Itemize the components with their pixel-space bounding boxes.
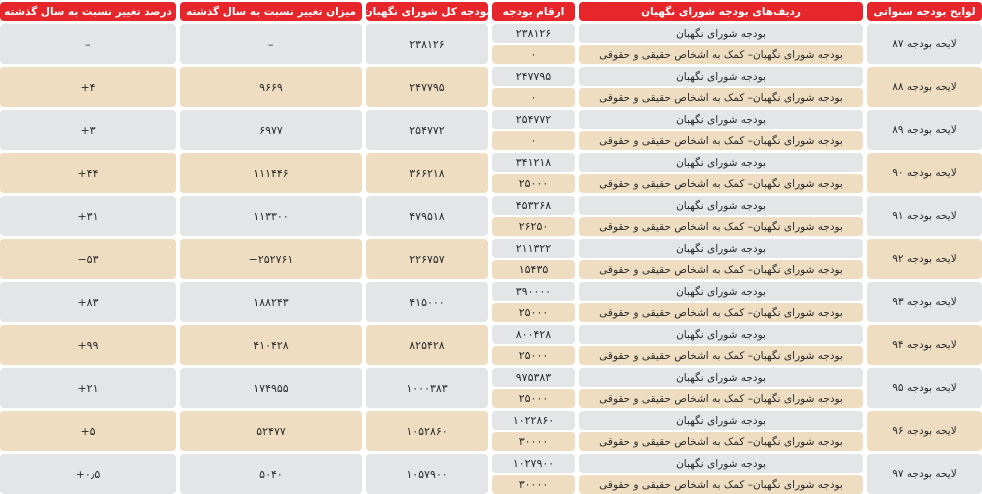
column-budget-bills — [867, 2, 982, 494]
budget-line-aid: بودجه شورای نگهبان– کمک به اشخاص حقیقی و حقوقی — [579, 88, 863, 107]
total-budget-cells — [366, 24, 488, 494]
change-cell-88: ۹۶۶۹ — [180, 67, 362, 107]
percent-cell-96: +۵ — [0, 411, 176, 451]
budget-line-aid: بودجه شورای نگهبان– کمک به اشخاص حقیقی و حقوقی — [579, 432, 863, 451]
header-percent-change: درصد تغییر نسبت به سال گذشته — [0, 2, 176, 21]
header-total-budget: بودجه کل شورای نگهبان — [366, 2, 488, 21]
budget-rows-block-87 — [579, 24, 863, 64]
column-change-amount — [180, 2, 362, 494]
figure-aid-cell: ۲۵۰۰۰ — [492, 174, 575, 193]
figure-aid-cell: ۳۰۰۰۰ — [492, 475, 575, 494]
bill-year-cell-87: لایحه بودجه ۸۷ — [867, 24, 982, 64]
budget-line-main: بودجه شورای نگهبان — [579, 110, 863, 129]
figure-main-cell: ۲۳۸۱۲۶ — [492, 24, 575, 43]
header-budget-bills: لوایح بودجه سنواتی — [867, 2, 982, 21]
budget-line-aid: بودجه شورای نگهبان– کمک به اشخاص حقیقی و حقوقی — [579, 389, 863, 408]
budget-line-main: بودجه شورای نگهبان — [579, 153, 863, 172]
total-cell-90: ۳۶۶۲۱۸ — [366, 153, 488, 193]
figure-main-cell: ۴۵۳۲۶۸ — [492, 196, 575, 215]
total-cell-93: ۴۱۵۰۰۰ — [366, 282, 488, 322]
bill-year-cell-92: لایحه بودجه ۹۲ — [867, 239, 982, 279]
bill-year-cell-97: لایحه بودجه ۹۷ — [867, 454, 982, 494]
budget-figures-cells — [492, 24, 575, 494]
column-budget-figures — [492, 2, 575, 494]
figure-main-cell: ۲۵۴۷۷۲ — [492, 110, 575, 129]
figure-main-cell: ۱۰۲۲۸۶۰ — [492, 411, 575, 430]
percent-cell-88: +۴ — [0, 67, 176, 107]
budget-line-main: بودجه شورای نگهبان — [579, 67, 863, 86]
budget-rows-cells — [579, 24, 863, 494]
figure-main-cell: ۱۰۲۷۹۰۰ — [492, 454, 575, 473]
total-cell-87: ۲۳۸۱۲۶ — [366, 24, 488, 64]
column-total-budget — [363, 2, 491, 494]
change-cell-92: −۲۵۲۷۶۱ — [180, 239, 362, 279]
budget-line-main: بودجه شورای نگهبان — [579, 239, 863, 258]
change-cell-96: ۵۲۴۷۷ — [180, 411, 362, 451]
budget-line-main: بودجه شورای نگهبان — [579, 325, 863, 344]
figure-aid-cell: ۱۵۴۳۵ — [492, 260, 575, 279]
figures-block-96 — [492, 411, 575, 451]
total-cell-91: ۴۷۹۵۱۸ — [366, 196, 488, 236]
budget-line-aid: بودجه شورای نگهبان– کمک به اشخاص حقیقی و حقوقی — [579, 475, 863, 494]
figure-aid-cell: ۳۰۰۰۰ — [492, 432, 575, 451]
percent-change-cells — [0, 24, 176, 494]
budget-line-aid: بودجه شورای نگهبان– کمک به اشخاص حقیقی و حقوقی — [579, 217, 863, 236]
percent-cell-93: +۸۳ — [0, 282, 176, 322]
figure-main-cell: ۹۷۵۳۸۳ — [492, 368, 575, 387]
budget-rows-block-89 — [579, 110, 863, 150]
figure-main-cell: ۳۴۱۲۱۸ — [492, 153, 575, 172]
budget-line-main: بودجه شورای نگهبان — [579, 24, 863, 43]
figure-aid-cell: ۲۶۲۵۰ — [492, 217, 575, 236]
budget-line-main: بودجه شورای نگهبان — [579, 454, 863, 473]
figure-main-cell: ۲۱۱۳۲۲ — [492, 239, 575, 258]
budget-rows-block-92 — [579, 239, 863, 279]
percent-cell-97: +۰٫۵ — [0, 454, 176, 494]
figures-block-92 — [492, 239, 575, 279]
figures-block-93 — [492, 282, 575, 322]
total-cell-88: ۲۴۷۷۹۵ — [366, 67, 488, 107]
budget-line-aid: بودجه شورای نگهبان– کمک به اشخاص حقیقی و حقوقی — [579, 303, 863, 322]
budget-line-main: بودجه شورای نگهبان — [579, 368, 863, 387]
change-cell-94: ۴۱۰۴۲۸ — [180, 325, 362, 365]
bill-year-cell-94: لایحه بودجه ۹۴ — [867, 325, 982, 365]
bill-year-cell-88: لایحه بودجه ۸۸ — [867, 67, 982, 107]
budget-rows-block-91 — [579, 196, 863, 236]
figures-block-95 — [492, 368, 575, 408]
percent-cell-92: −۵۳ — [0, 239, 176, 279]
change-cell-97: ۵۰۴۰ — [180, 454, 362, 494]
change-cell-95: ۱۷۴۹۵۵ — [180, 368, 362, 408]
header-change-amount: میزان تغییر نسبت به سال گذشته — [180, 2, 362, 21]
figure-main-cell: ۳۹۰۰۰۰ — [492, 282, 575, 301]
percent-cell-95: +۲۱ — [0, 368, 176, 408]
budget-rows-block-94 — [579, 325, 863, 365]
total-cell-89: ۲۵۴۷۷۲ — [366, 110, 488, 150]
bill-year-cell-93: لایحه بودجه ۹۳ — [867, 282, 982, 322]
budget-bills-cells — [867, 24, 982, 494]
budget-rows-block-96 — [579, 411, 863, 451]
budget-rows-block-93 — [579, 282, 863, 322]
figure-aid-cell: ۲۵۰۰۰ — [492, 303, 575, 322]
figure-main-cell: ۲۴۷۷۹۵ — [492, 67, 575, 86]
figure-aid-cell: ۰ — [492, 88, 575, 107]
budget-line-main: بودجه شورای نگهبان — [579, 282, 863, 301]
column-budget-rows — [579, 2, 863, 494]
budget-line-aid: بودجه شورای نگهبان– کمک به اشخاص حقیقی و حقوقی — [579, 131, 863, 150]
budget-rows-block-95 — [579, 368, 863, 408]
total-cell-94: ۸۲۵۴۲۸ — [366, 325, 488, 365]
change-cell-89: ۶۹۷۷ — [180, 110, 362, 150]
figure-aid-cell: ۲۵۰۰۰ — [492, 346, 575, 365]
total-cell-96: ۱۰۵۲۸۶۰ — [366, 411, 488, 451]
figures-block-91 — [492, 196, 575, 236]
budget-line-aid: بودجه شورای نگهبان– کمک به اشخاص حقیقی و حقوقی — [579, 260, 863, 279]
figures-block-94 — [492, 325, 575, 365]
bill-year-cell-89: لایحه بودجه ۸۹ — [867, 110, 982, 150]
column-percent-change — [0, 2, 176, 494]
percent-cell-90: +۴۴ — [0, 153, 176, 193]
total-cell-92: ۲۲۶۷۵۷ — [366, 239, 488, 279]
figures-block-87 — [492, 24, 575, 64]
figure-aid-cell: ۲۵۰۰۰ — [492, 389, 575, 408]
change-amount-cells — [180, 24, 362, 494]
budget-line-aid: بودجه شورای نگهبان– کمک به اشخاص حقیقی و حقوقی — [579, 346, 863, 365]
budget-line-main: بودجه شورای نگهبان — [579, 196, 863, 215]
budget-rows-block-90 — [579, 153, 863, 193]
budget-line-aid: بودجه شورای نگهبان– کمک به اشخاص حقیقی و حقوقی — [579, 174, 863, 193]
header-budget-figures: ارقام بودجه — [492, 2, 575, 21]
figure-aid-cell: ۰ — [492, 131, 575, 150]
bill-year-cell-96: لایحه بودجه ۹۶ — [867, 411, 982, 451]
budget-line-aid: بودجه شورای نگهبان– کمک به اشخاص حقیقی و حقوقی — [579, 45, 863, 64]
figures-block-89 — [492, 110, 575, 150]
total-cell-97: ۱۰۵۷۹۰۰ — [366, 454, 488, 494]
total-cell-95: ۱۰۰۰۳۸۳ — [366, 368, 488, 408]
figure-main-cell: ۸۰۰۴۲۸ — [492, 325, 575, 344]
change-cell-90: ۱۱۱۴۴۶ — [180, 153, 362, 193]
bill-year-cell-95: لایحه بودجه ۹۵ — [867, 368, 982, 408]
percent-cell-91: +۳۱ — [0, 196, 176, 236]
change-cell-87: – — [180, 24, 362, 64]
figures-block-97 — [492, 454, 575, 494]
budget-line-main: بودجه شورای نگهبان — [579, 411, 863, 430]
figure-aid-cell: ۰ — [492, 45, 575, 64]
figures-block-88 — [492, 67, 575, 107]
budget-rows-block-97 — [579, 454, 863, 494]
change-cell-93: ۱۸۸۲۴۳ — [180, 282, 362, 322]
bill-year-cell-90: لایحه بودجه ۹۰ — [867, 153, 982, 193]
budget-rows-block-88 — [579, 67, 863, 107]
change-cell-91: ۱۱۳۳۰۰ — [180, 196, 362, 236]
bill-year-cell-91: لایحه بودجه ۹۱ — [867, 196, 982, 236]
figures-block-90 — [492, 153, 575, 193]
header-budget-rows: ردیف‌های بودجه شورای نگهبان — [579, 2, 863, 21]
percent-cell-94: +۹۹ — [0, 325, 176, 365]
percent-cell-87: – — [0, 24, 176, 64]
percent-cell-89: +۳ — [0, 110, 176, 150]
